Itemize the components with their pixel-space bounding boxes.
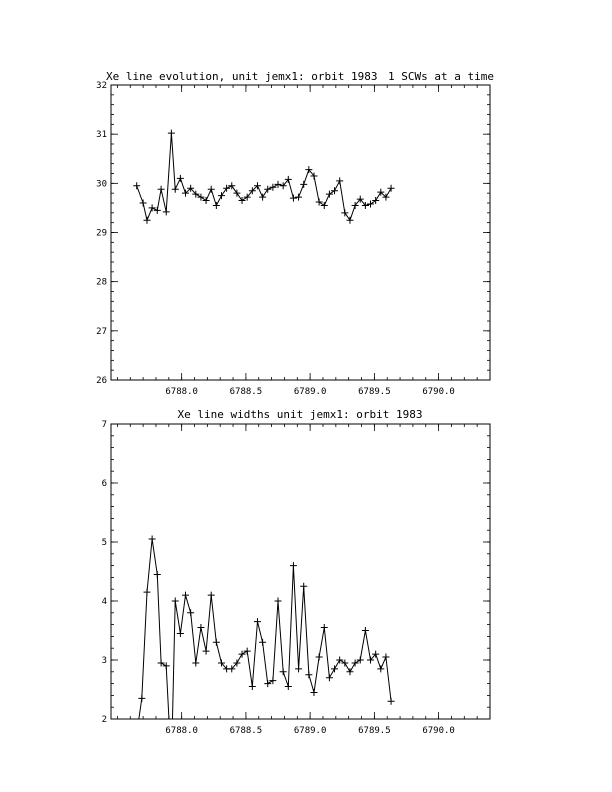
data-point-plus-marker — [218, 192, 225, 199]
x-tick-label: 6788.5 — [229, 387, 263, 397]
x-tick-label: 6790.0 — [422, 387, 455, 397]
data-point-plus-marker — [377, 665, 384, 672]
data-point-plus-marker — [280, 668, 287, 675]
y-tick-label: 30 — [96, 179, 107, 190]
data-point-plus-marker — [149, 536, 156, 543]
y-tick-label: 27 — [96, 326, 107, 337]
data-point-plus-marker — [362, 627, 369, 634]
data-point-plus-marker — [336, 177, 343, 184]
y-tick-label: 3 — [101, 656, 107, 666]
x-tick-label: 6789.5 — [358, 387, 391, 397]
y-tick-label: 6 — [101, 479, 107, 489]
data-point-plus-marker — [213, 202, 220, 209]
data-point-plus-marker — [305, 671, 312, 678]
data-point-plus-marker — [168, 763, 175, 770]
data-point-plus-marker — [290, 562, 297, 569]
data-point-plus-marker — [321, 202, 328, 209]
x-tick-label: 6789.0 — [293, 726, 327, 736]
data-point-plus-marker — [138, 695, 145, 702]
data-point-plus-marker — [172, 186, 179, 193]
data-point-plus-marker — [172, 598, 179, 605]
data-point-plus-marker — [239, 197, 246, 204]
data-point-plus-marker — [177, 630, 184, 637]
y-tick-label: 32 — [96, 81, 107, 91]
data-point-plus-marker — [295, 194, 302, 201]
widths-title: Xe line widths unit jemx1: orbit 1983 — [177, 408, 423, 421]
data-point-plus-marker — [134, 721, 141, 728]
data-point-plus-marker — [254, 618, 261, 625]
data-point-plus-marker — [300, 583, 307, 590]
widths-plot-frame — [111, 424, 490, 719]
widths-panel — [102, 408, 490, 770]
data-point-plus-marker — [310, 689, 317, 696]
data-point-plus-marker — [326, 191, 333, 198]
data-point-plus-marker — [259, 194, 266, 201]
data-point-plus-marker — [285, 683, 292, 690]
data-point-plus-marker — [295, 665, 302, 672]
y-tick-label: 4 — [101, 597, 107, 607]
y-tick-label: 7 — [101, 420, 107, 430]
data-point-plus-marker — [300, 181, 307, 188]
y-tick-label: 26 — [96, 376, 107, 386]
x-tick-label: 6789.5 — [358, 726, 391, 736]
data-point-plus-marker — [326, 674, 333, 681]
data-point-plus-marker — [163, 208, 170, 215]
data-point-plus-marker — [158, 186, 165, 193]
data-point-plus-marker — [203, 648, 210, 655]
data-point-plus-marker — [346, 217, 353, 224]
data-point-plus-marker — [331, 187, 338, 194]
data-point-plus-marker — [143, 217, 150, 224]
x-tick-label: 6788.0 — [165, 726, 198, 736]
x-tick-label: 6790.0 — [422, 726, 455, 736]
data-point-plus-marker — [382, 654, 389, 661]
evolution-data — [133, 130, 394, 224]
data-point-plus-marker — [275, 598, 282, 605]
data-point-plus-marker — [140, 200, 147, 207]
x-tick-label: 6788.5 — [229, 726, 263, 736]
data-point-plus-marker — [124, 739, 131, 746]
data-point-plus-marker — [372, 197, 379, 204]
data-point-plus-marker — [259, 639, 266, 646]
data-point-plus-marker — [316, 199, 323, 206]
data-point-plus-marker — [182, 592, 189, 599]
data-point-plus-marker — [233, 190, 240, 197]
data-point-plus-marker — [249, 683, 256, 690]
widths-axes — [102, 420, 490, 736]
series-line — [137, 133, 391, 220]
data-point-plus-marker — [197, 624, 204, 631]
y-tick-label: 28 — [96, 277, 107, 288]
data-point-plus-marker — [187, 609, 194, 616]
data-point-plus-marker — [213, 639, 220, 646]
y-tick-label: 29 — [96, 228, 107, 239]
data-point-plus-marker — [143, 589, 150, 596]
y-tick-label: 31 — [96, 130, 107, 141]
data-point-plus-marker — [388, 185, 395, 192]
data-point-plus-marker — [346, 668, 353, 675]
data-point-plus-marker — [290, 195, 297, 202]
y-tick-label: 5 — [101, 538, 107, 548]
evolution-subtitle: 1 SCWs at a time — [388, 70, 494, 83]
evolution-panel — [96, 70, 494, 397]
data-point-plus-marker — [177, 175, 184, 182]
y-tick-label: 2 — [101, 715, 107, 725]
evolution-axes — [96, 81, 490, 397]
evolution-title: Xe line evolution, unit jemx1: orbit 1983 — [106, 70, 378, 83]
data-point-plus-marker — [341, 209, 348, 216]
data-point-plus-marker — [367, 200, 374, 207]
data-point-plus-marker — [316, 654, 323, 661]
data-point-plus-marker — [192, 659, 199, 666]
evolution-plot-frame — [111, 85, 490, 380]
x-tick-label: 6788.0 — [165, 387, 198, 397]
data-point-plus-marker — [133, 182, 140, 189]
data-point-plus-marker — [208, 186, 215, 193]
data-point-plus-marker — [321, 624, 328, 631]
data-point-plus-marker — [208, 592, 215, 599]
data-point-plus-marker — [168, 130, 175, 137]
data-point-plus-marker — [203, 197, 210, 204]
data-point-plus-marker — [154, 571, 161, 578]
data-point-plus-marker — [331, 665, 338, 672]
data-point-plus-marker — [388, 698, 395, 705]
data-point-plus-marker — [197, 194, 204, 201]
x-tick-label: 6789.0 — [293, 387, 327, 397]
